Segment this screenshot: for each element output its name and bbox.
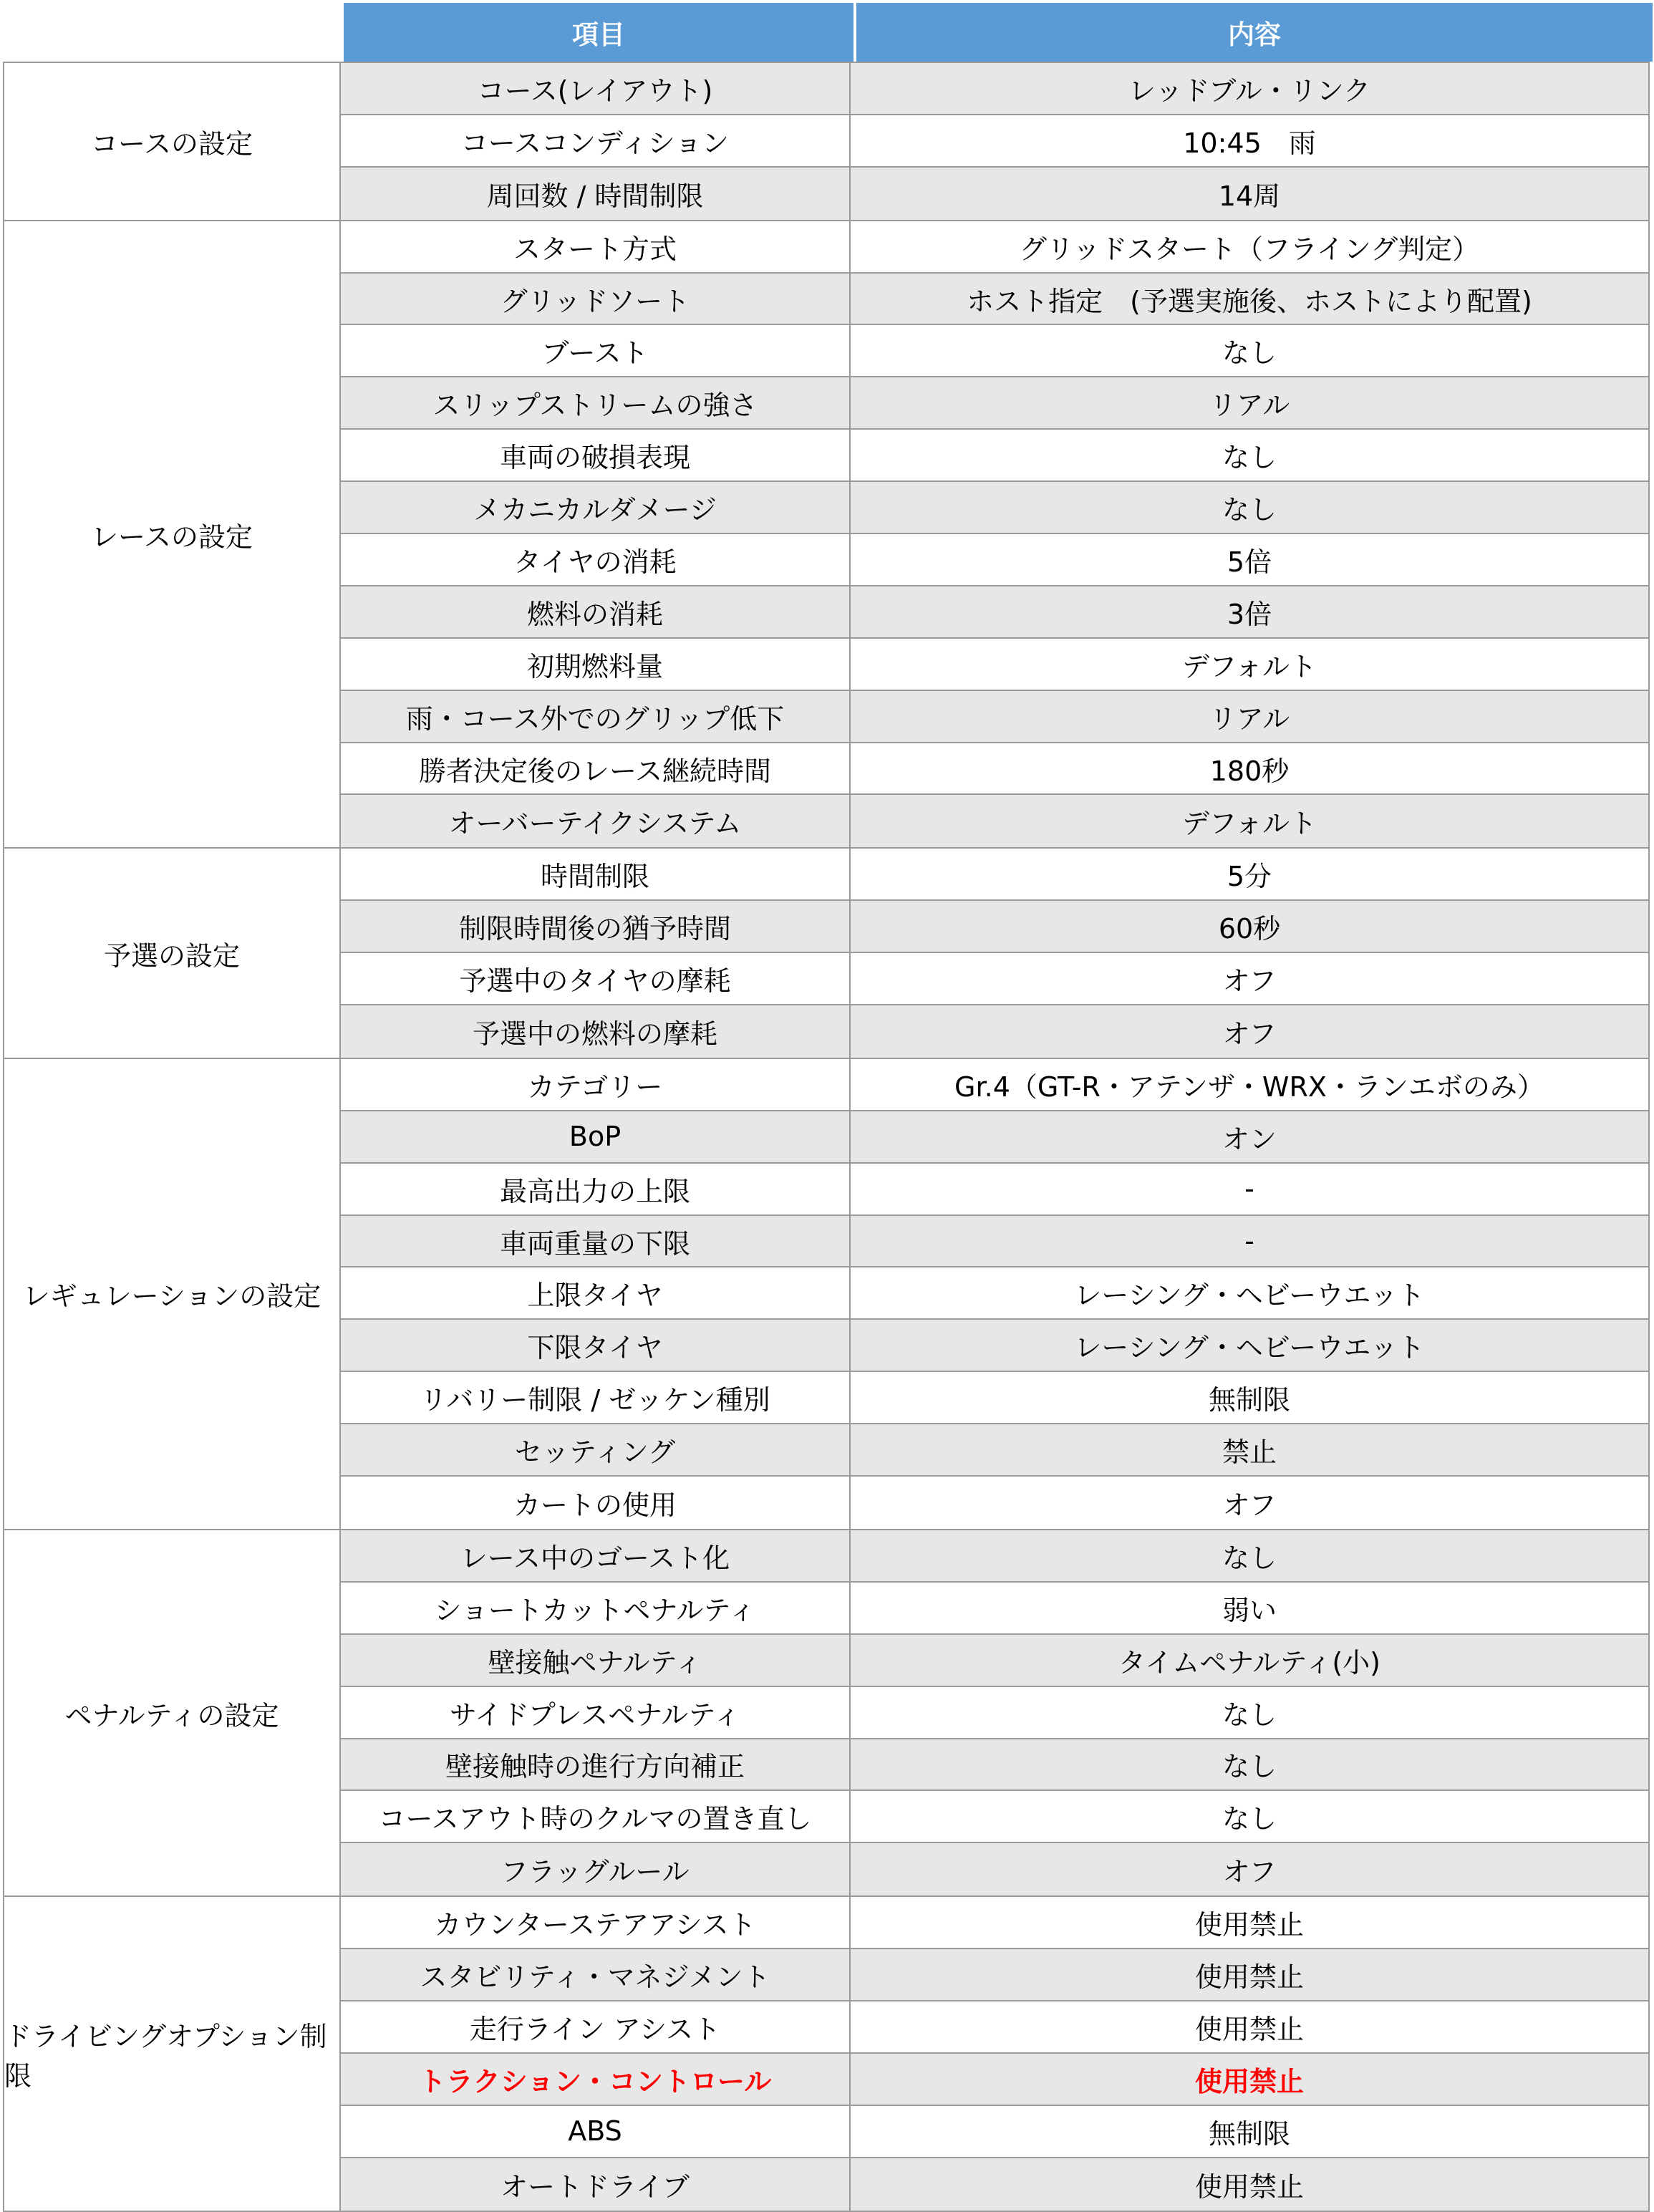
item-cell: フラッグルール — [341, 1843, 851, 1895]
table-row — [341, 221, 1650, 274]
item-cell: 予選中の燃料の摩耗 — [341, 1005, 851, 1058]
header-item: 項目 — [344, 3, 853, 62]
value-cell: 10:45 雨 — [851, 115, 1650, 166]
item-cell: スリップストリームの強さ — [341, 377, 851, 428]
table-row — [341, 115, 1650, 168]
table-row — [341, 1583, 1650, 1635]
item-cell: カウンターステアアシスト — [341, 1897, 851, 1948]
value-cell: 5倍 — [851, 534, 1650, 585]
table-row — [341, 1843, 1650, 1895]
value-cell: 無制限 — [851, 2106, 1650, 2157]
value-cell: グリッドスタート（フライング判定） — [851, 221, 1650, 272]
value-cell: 14周 — [851, 168, 1650, 220]
value-cell: 使用禁止 — [851, 1949, 1650, 2000]
group-label: ペナルティの設定 — [3, 1530, 341, 1895]
value-cell: オフ — [851, 1843, 1650, 1895]
value-cell: 3倍 — [851, 586, 1650, 637]
settings-group — [3, 1058, 1650, 1529]
table-row — [341, 1424, 1650, 1477]
item-cell: 時間制限 — [341, 849, 851, 899]
value-cell: なし — [851, 1739, 1650, 1790]
table-row — [341, 1111, 1650, 1164]
group-label: ドライビングオプション制限 — [3, 1897, 341, 2210]
value-cell: - — [851, 1216, 1650, 1267]
table-row — [341, 63, 1650, 115]
table-row — [341, 534, 1650, 586]
item-cell: ブースト — [341, 325, 851, 376]
item-cell: コースアウト時のクルマの置き直し — [341, 1791, 851, 1842]
item-cell: 雨・コース外でのグリップ低下 — [341, 691, 851, 742]
table-row — [341, 482, 1650, 534]
item-cell: 車両重量の下限 — [341, 1216, 851, 1267]
value-cell: なし — [851, 1530, 1650, 1581]
table-row — [341, 639, 1650, 691]
value-cell: リアル — [851, 377, 1650, 428]
group-rows — [341, 63, 1650, 220]
group-label: コースの設定 — [3, 63, 341, 220]
value-cell: 使用禁止 — [851, 2001, 1650, 2052]
table-row — [341, 953, 1650, 1005]
group-rows — [341, 1059, 1650, 1529]
table-row — [341, 1320, 1650, 1372]
group-rows — [341, 221, 1650, 848]
table-row — [341, 168, 1650, 220]
value-cell: オフ — [851, 1005, 1650, 1058]
item-cell: ABS — [341, 2106, 851, 2157]
table-row — [341, 1477, 1650, 1529]
value-cell: 180秒 — [851, 743, 1650, 794]
value-cell: レッドブル・リンク — [851, 63, 1650, 114]
value-cell: オン — [851, 1111, 1650, 1162]
item-cell: メカニカルダメージ — [341, 482, 851, 533]
value-cell: レーシング・ヘビーウエット — [851, 1267, 1650, 1318]
table-row — [341, 377, 1650, 430]
value-cell: 禁止 — [851, 1424, 1650, 1475]
value-cell: 使用禁止 — [851, 2054, 1650, 2105]
value-cell: 弱い — [851, 1583, 1650, 1633]
settings-group — [3, 1895, 1650, 2211]
settings-group — [3, 62, 1650, 220]
item-cell: 初期燃料量 — [341, 639, 851, 690]
table-row — [341, 901, 1650, 953]
value-cell: なし — [851, 430, 1650, 480]
item-cell: 燃料の消耗 — [341, 586, 851, 637]
settings-table — [3, 3, 1650, 2212]
value-cell: 使用禁止 — [851, 1897, 1650, 1948]
item-cell: オーバーテイクシステム — [341, 795, 851, 847]
value-cell: デフォルト — [851, 639, 1650, 690]
table-row — [341, 691, 1650, 743]
table-row — [341, 743, 1650, 796]
table-row — [341, 1949, 1650, 2001]
table-row — [341, 1005, 1650, 1058]
item-cell: スタート方式 — [341, 221, 851, 272]
header-spacer — [3, 3, 341, 62]
item-cell: 壁接触ペナルティ — [341, 1635, 851, 1686]
item-cell: 勝者決定後のレース継続時間 — [341, 743, 851, 794]
table-row — [341, 2158, 1650, 2211]
group-label: レースの設定 — [3, 221, 341, 848]
value-cell: 使用禁止 — [851, 2158, 1650, 2211]
table-row — [341, 1164, 1650, 1216]
group-label: レギュレーションの設定 — [3, 1059, 341, 1529]
settings-group — [3, 1529, 1650, 1895]
item-cell: コースコンディション — [341, 115, 851, 166]
item-cell: リバリー制限 / ゼッケン種別 — [341, 1372, 851, 1423]
table-row — [341, 1791, 1650, 1843]
table-row — [341, 849, 1650, 901]
table-row — [341, 1897, 1650, 1949]
item-cell: ショートカットペナルティ — [341, 1583, 851, 1633]
value-cell: 無制限 — [851, 1372, 1650, 1423]
item-cell: 走行ライン アシスト — [341, 2001, 851, 2052]
value-cell: レーシング・ヘビーウエット — [851, 1320, 1650, 1371]
table-row — [341, 586, 1650, 639]
table-row — [341, 1530, 1650, 1583]
value-cell: Gr.4（GT-R・アテンザ・WRX・ランエボのみ） — [851, 1059, 1650, 1110]
value-cell: リアル — [851, 691, 1650, 742]
table-row — [341, 1635, 1650, 1687]
value-cell: - — [851, 1164, 1650, 1214]
item-cell: カートの使用 — [341, 1477, 851, 1529]
table-row — [341, 1739, 1650, 1792]
value-cell: 5分 — [851, 849, 1650, 899]
value-cell: なし — [851, 1791, 1650, 1842]
group-rows — [341, 1530, 1650, 1895]
item-cell: トラクション・コントロール — [341, 2054, 851, 2105]
table-row — [341, 1687, 1650, 1739]
value-cell: なし — [851, 482, 1650, 533]
item-cell: スタビリティ・マネジメント — [341, 1949, 851, 2000]
item-cell: 周回数 / 時間制限 — [341, 168, 851, 220]
header-content: 内容 — [856, 3, 1653, 62]
item-cell: 下限タイヤ — [341, 1320, 851, 1371]
item-cell: オートドライブ — [341, 2158, 851, 2211]
table-body — [3, 62, 1650, 2212]
item-cell: BoP — [341, 1111, 851, 1162]
item-cell: 車両の破損表現 — [341, 430, 851, 480]
item-cell: セッティング — [341, 1424, 851, 1475]
table-row — [341, 795, 1650, 847]
item-cell: 予選中のタイヤの摩耗 — [341, 953, 851, 1004]
item-cell: 上限タイヤ — [341, 1267, 851, 1318]
item-cell: コース(レイアウト) — [341, 63, 851, 114]
value-cell: デフォルト — [851, 795, 1650, 847]
table-row — [341, 1216, 1650, 1268]
value-cell: オフ — [851, 953, 1650, 1004]
group-label: 予選の設定 — [3, 849, 341, 1058]
table-header — [3, 3, 1650, 62]
item-cell: 壁接触時の進行方向補正 — [341, 1739, 851, 1790]
item-cell: レース中のゴースト化 — [341, 1530, 851, 1581]
table-row — [341, 1372, 1650, 1424]
value-cell: ホスト指定 (予選実施後、ホストにより配置) — [851, 274, 1650, 324]
table-row — [341, 1267, 1650, 1320]
item-cell: グリッドソート — [341, 274, 851, 324]
item-cell: 最高出力の上限 — [341, 1164, 851, 1214]
table-row — [341, 2054, 1650, 2106]
group-rows — [341, 849, 1650, 1058]
group-rows — [341, 1897, 1650, 2210]
table-row — [341, 2106, 1650, 2158]
table-row — [341, 1059, 1650, 1111]
value-cell: なし — [851, 325, 1650, 376]
settings-group — [3, 220, 1650, 848]
item-cell: 制限時間後の猶予時間 — [341, 901, 851, 952]
item-cell: カテゴリー — [341, 1059, 851, 1110]
value-cell: なし — [851, 1687, 1650, 1738]
table-row — [341, 274, 1650, 326]
item-cell: サイドプレスペナルティ — [341, 1687, 851, 1738]
settings-group — [3, 847, 1650, 1058]
value-cell: タイムペナルティ(小) — [851, 1635, 1650, 1686]
table-row — [341, 325, 1650, 377]
table-row — [341, 2001, 1650, 2054]
item-cell: タイヤの消耗 — [341, 534, 851, 585]
table-row — [341, 430, 1650, 482]
value-cell: オフ — [851, 1477, 1650, 1529]
value-cell: 60秒 — [851, 901, 1650, 952]
